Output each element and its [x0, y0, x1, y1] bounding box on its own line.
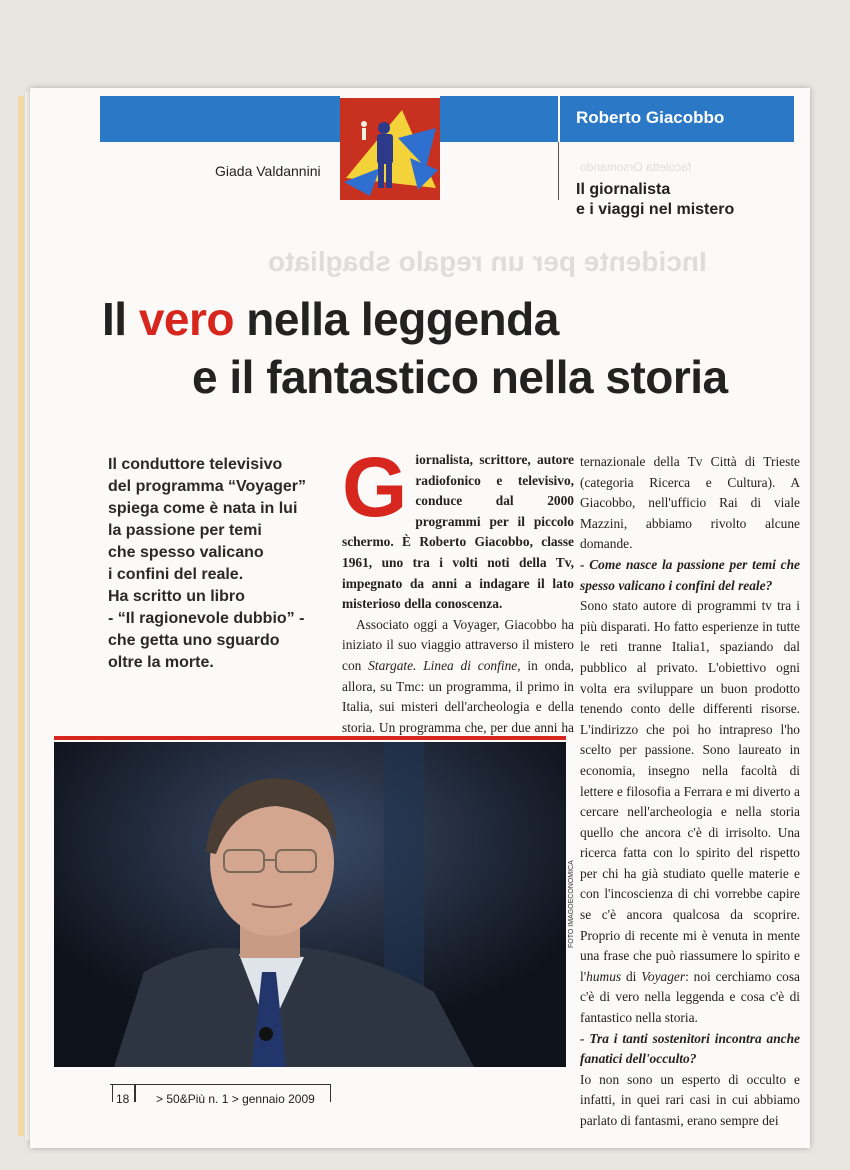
footer-rule	[110, 1084, 330, 1085]
title-prefix: Il	[102, 293, 139, 345]
section-name: Roberto Giacobbo	[576, 108, 725, 127]
col3-paragraph-0: ternazionale della Tv Città di Trieste (categoria Ricerca e Cultura). A Giacobbo, nell'ufficio Rai di viale Mazzini, abbiamo rivolto alcune domande.	[580, 454, 800, 552]
header-bar-mid	[440, 96, 558, 142]
body-column-3	[580, 452, 800, 1132]
title-line-1	[102, 290, 802, 348]
article-title	[102, 290, 802, 406]
a1-italic-voyager: Voyager	[641, 968, 686, 984]
title-red-word: vero	[138, 293, 235, 345]
title-line-2: e il fantastico nella storia	[192, 351, 728, 403]
header-bar-left	[100, 96, 340, 142]
header-divider	[558, 142, 559, 200]
topic-line-1: Il giornalista	[576, 181, 671, 198]
a1-start: Sono stato autore di programmi tv tra i più disparati. Ho fatto esperienze in tutte le reti tranne Italia1, spaziando dal pubblico al privato. L'obiettivo ogni volta era sviluppare un buon prodotto tenendo conto delle differenti risorse. L'indirizzo che poi ho intrapreso l'ho scelto per passione. Sono laureato in economia, insegno nella facoltà di lettere e filosofia a Ferrara e mi diverto a cercare nell'archeologia e nella storia quello che ancora c'è di irrisolto. Una ricerca fatta con lo spirito del rispetto per chi ha già studiato quelle materie e con l'incoscienza di chi vorrebbe capire se c'è ancora qualcosa da scoprire. Proprio di recente mi è venuta in mente una frase che può riassumere lo spirito e l'	[580, 598, 800, 984]
intro-bold-text: iornalista, scrittore, autore radiofonico e televisivo, conduce dal 2000 programmi per il piccolo schermo. È Roberto Giacobbo, classe 1961, uno tra i volti noti della Tv, impegnato da anni a indagare il lato misterioso della conoscenza.	[342, 452, 574, 612]
p1-italic: Stargate. Linea di confine	[368, 657, 518, 673]
issue-info: > 50&Più n. 1 > gennaio 2009	[156, 1092, 315, 1106]
topic-line-2: e i viaggi nel mistero	[576, 201, 735, 218]
article-topic	[576, 180, 734, 220]
footer-tick-3	[330, 1084, 331, 1102]
body-column-2	[342, 440, 574, 759]
a1-mid: di	[621, 968, 642, 984]
section-logo-icon	[340, 98, 440, 200]
answer-1	[580, 596, 800, 1028]
author-byline: Giada Valdannini	[215, 163, 321, 179]
magazine-page	[30, 88, 810, 1148]
a1-italic-humus: humus	[586, 968, 622, 984]
question-1: - Come nasce la passione per temi che spesso valicano i confini del reale?	[580, 556, 800, 593]
bleed-through-headline: Incidente per un regalo sbagliato	[268, 246, 707, 277]
footer-tick-2	[134, 1084, 136, 1102]
answer-2: Io non sono un esperto di occulto e infatti, in quei rari casi in cui abbiamo parlato di fantasmi, erano sempre dei	[580, 1071, 800, 1128]
bleed-through-small: facoletta Orsomando	[580, 160, 692, 174]
article-lead: Il conduttore televisivo del programma “Voyager” spiega come è nata in lui la passione per temi che spesso valicano i confini del reale. Ha scritto un libro - “Il ragionevole dubbio” - che getta uno sguardo oltre la morte.	[108, 456, 306, 671]
title-suffix: nella leggenda	[234, 293, 559, 345]
question-2: - Tra i tanti sostenitori incontra anche fanatici dell'occulto?	[580, 1030, 800, 1067]
a1-end: : noi cerchiamo cosa c'è di vero nella leggenda e cosa c'è di fantastico nella storia.	[580, 968, 800, 1026]
page-number: 18	[116, 1092, 130, 1106]
footer-tick-1	[112, 1084, 113, 1102]
p1-end: , in onda, allora, su Tmc: un programma, il primo in Italia, sui misteri dell'archeologia e della storia. Un programma che, per due anni ha	[342, 657, 574, 735]
drop-cap: G	[342, 440, 408, 534]
portrait-photo	[54, 742, 566, 1067]
p1-start: Associato oggi a Voyager, Giacobbo ha iniziato il suo viaggio attraverso il mistero con	[342, 616, 574, 673]
photo-credit: FOTO IMAGOECONOMICA	[568, 860, 575, 948]
photo-top-rule	[54, 736, 566, 740]
